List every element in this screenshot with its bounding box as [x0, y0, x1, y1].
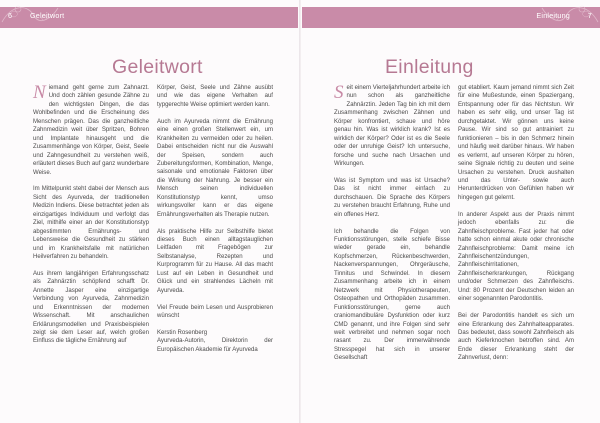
paragraph: Was ist Symptom und was ist Ursache? Das ist nicht immer einfach zu durchschauen. Die Sprache des Körpers zu verstehen braucht Erfahrung, Ruhe und ein offenes Herz. [334, 177, 450, 218]
paragraph: Auch im Ayurveda nimmt die Ernährung eine einen großen Stellenwert ein, um Krankheiten zu vermeiden oder zu heilen. Dabei entscheiden nicht nur die Auswahl der Speisen, sondern auch Zubereitungsformen, Kombination, Menge, saisonale und emotionale Faktoren über die Wirkung der Nahrung. Je besser ein Mensch seinen individuellen Konstitutionstyp kennt, umso wirkungsvoller kann er das eigene Ernährungsverhalten als Therapie nutzen. [157, 118, 273, 218]
right-page [300, 0, 600, 423]
paragraph: Körper, Geist, Seele und Zähne ausübt und wie das eigene Verhalten auf typgerechte Weise optimiert werden kann. [157, 85, 273, 108]
paragraph: Viel Freude beim Lesen und Ausprobieren wünscht [157, 304, 273, 320]
chapter-title: Geleitwort [112, 56, 203, 78]
paragraph: Aus ihrem langjährigen Erfahrungsschatz als Zahnärztin schöpfend schafft Dr. Annette Jasper eine einzigartige Verbindung von Ayurveda, Zahnmedizin und Erkenntnissen der modernen Wissenschaft. Mit anschaulichen Erklärungsmodellen und Praxisbeispielen zeigt sie dem Leser auf, welch großen Einfluss die tägliche Ernährung auf [33, 270, 149, 345]
paragraph: Niemand geht gerne zum Zahnarzt. Und doch zählen gesunde Zähne zu den wichtigsten Dingen, die das Wohlbefinden und die Erscheinung des Menschen prägen. Das die ganzheitliche Zahnmedizin weit über Spritzen, Bohren und Implantate hinausgeht und die Zusammenhänge von Körper, Geist, Seele und Zahngesundheit zu verstehen weiß, erläutert dieses Buch auf ganz wunderbare Weise. [33, 82, 149, 176]
paragraph: Im Mittelpunkt steht dabei der Mensch aus Sicht des Ayurveda, der traditionellen Medizin Indiens. Diese betrachtet jeden als einzigartiges Individuum und verfolgt das Ziel, mithilfe einer an der Konstitutionstyp abgestimmten Ernährungs- und Lebensweise die Gesundheit zu stärken und im Krankheitsfalle mit natürlichen Heilverfahren zu behandeln. [33, 186, 149, 260]
dropcap: N [33, 82, 46, 103]
paragraph: Bei der Parodontitis handelt es sich um eine Erkrankung des Zahnhalteapparates. Das bedeutet, dass sowohl Zahnfleisch als auch Kieferknochen betroffen sind. Am Ende dieser Erkrankung steht der Zahnverlust, denn: [458, 313, 574, 362]
paragraph: gut etabliert. Kaum jemand nimmt sich Zeit für eine Mußestunde, einen Spaziergang, Entspannung oder für das Nichtstun. Wir haben es sehr eilig, und unser Tag ist durchgetaktet. Wir gönnen uns keine Pause. Wir sind so gut antrainiert zu funktionieren – bis in den Schmerz hinein und häufig weit darüber hinaus. Wir haben es verlernt, auf unseren Körper zu hören, seine Signale richtig zu deuten und seine Ursachen zu verstehen. Druck aushalten und das Unter- sowie auch Herunterdrücken von Gefühlen haben wir hingegen gut gelernt. [458, 85, 574, 201]
signature: Kerstin Rosenberg Ayurveda-Autorin, Direktorin der Europäischen Akademie für Ayurveda [157, 329, 273, 353]
running-head: Einleitung [536, 11, 570, 20]
page-number: 7 [587, 11, 592, 20]
chapter-title: Einleitung [385, 56, 474, 78]
paragraph: Als praktische Hilfe zur Selbsthilfe bietet dieses Buch einen alltagstauglichen Leitfaden mit Fragebögen zur Selbstanalyse, Rezepten und Kurprogramm für zu Hause. All das macht Lust auf ein Leben in Gesundheit und Glück und ein strahlendes Lächeln mit Ayurveda. [157, 228, 273, 294]
page-number: 6 [8, 11, 13, 20]
dropcap: S [334, 82, 344, 103]
text-column-1 [334, 84, 450, 363]
text-column-2 [157, 84, 273, 354]
running-head: Geleitwort [30, 11, 65, 20]
paragraph: Seit einem Vierteljahrhundert arbeite ich nun schon als ganzheitliche Zahnärztin. Jeden Tag bin ich mit dem Zusammenhang zwischen Zähnen und Körper konfrontiert, schaue und höre genau hin. Was ist wirklich krank? Ist es wirklich der Körper? Oder ist es die Seele oder der unruhige Geist? Ich untersuche, forsche und suche nach Ursachen und Wirkungen. [334, 82, 450, 168]
paragraph: Ich behandle die Folgen von Funktionsstörungen, stelle schiefe Bisse wieder gerade ein, behandle Kopfschmerzen, Rückenbeschwerden, Nackenverspannungen, Ohrgeräusche, Tinnitus und Schwindel. In diesem Zusammenhang arbeite ich in einem Netzwerk mit Physiotherapeuten, Osteopathen und Orthopäden zusammen. Funktionsstörungen, gerne auch craniomandibuläre Dysfunktion oder kurz CMD genannt, und ihre Folgen sind sehr weit verbreitet und nehmen sogar noch rasant zu. Der immerwährende Stresspegel hat sich in unserer Gesellschaft [334, 228, 450, 362]
paragraph: In anderer Aspekt aus der Praxis nimmt jedoch ebenfalls zu: die Zahnfleischprobleme. Fast jeder hat oder hatte schon einmal akute oder chronische Zahnfleischprobleme: Damit meine ich Zahnfleischentzündungen, Zahnfleischirritationen, Zahnfleischerkrankungen, Rückgang und/oder Schmerzen des Zahnfleischs. Und: 80 Prozent der Deutschen leiden an einer sogenannten Parodontitis. [458, 211, 574, 303]
text-column-1 [33, 84, 149, 346]
text-column-2 [458, 84, 574, 363]
